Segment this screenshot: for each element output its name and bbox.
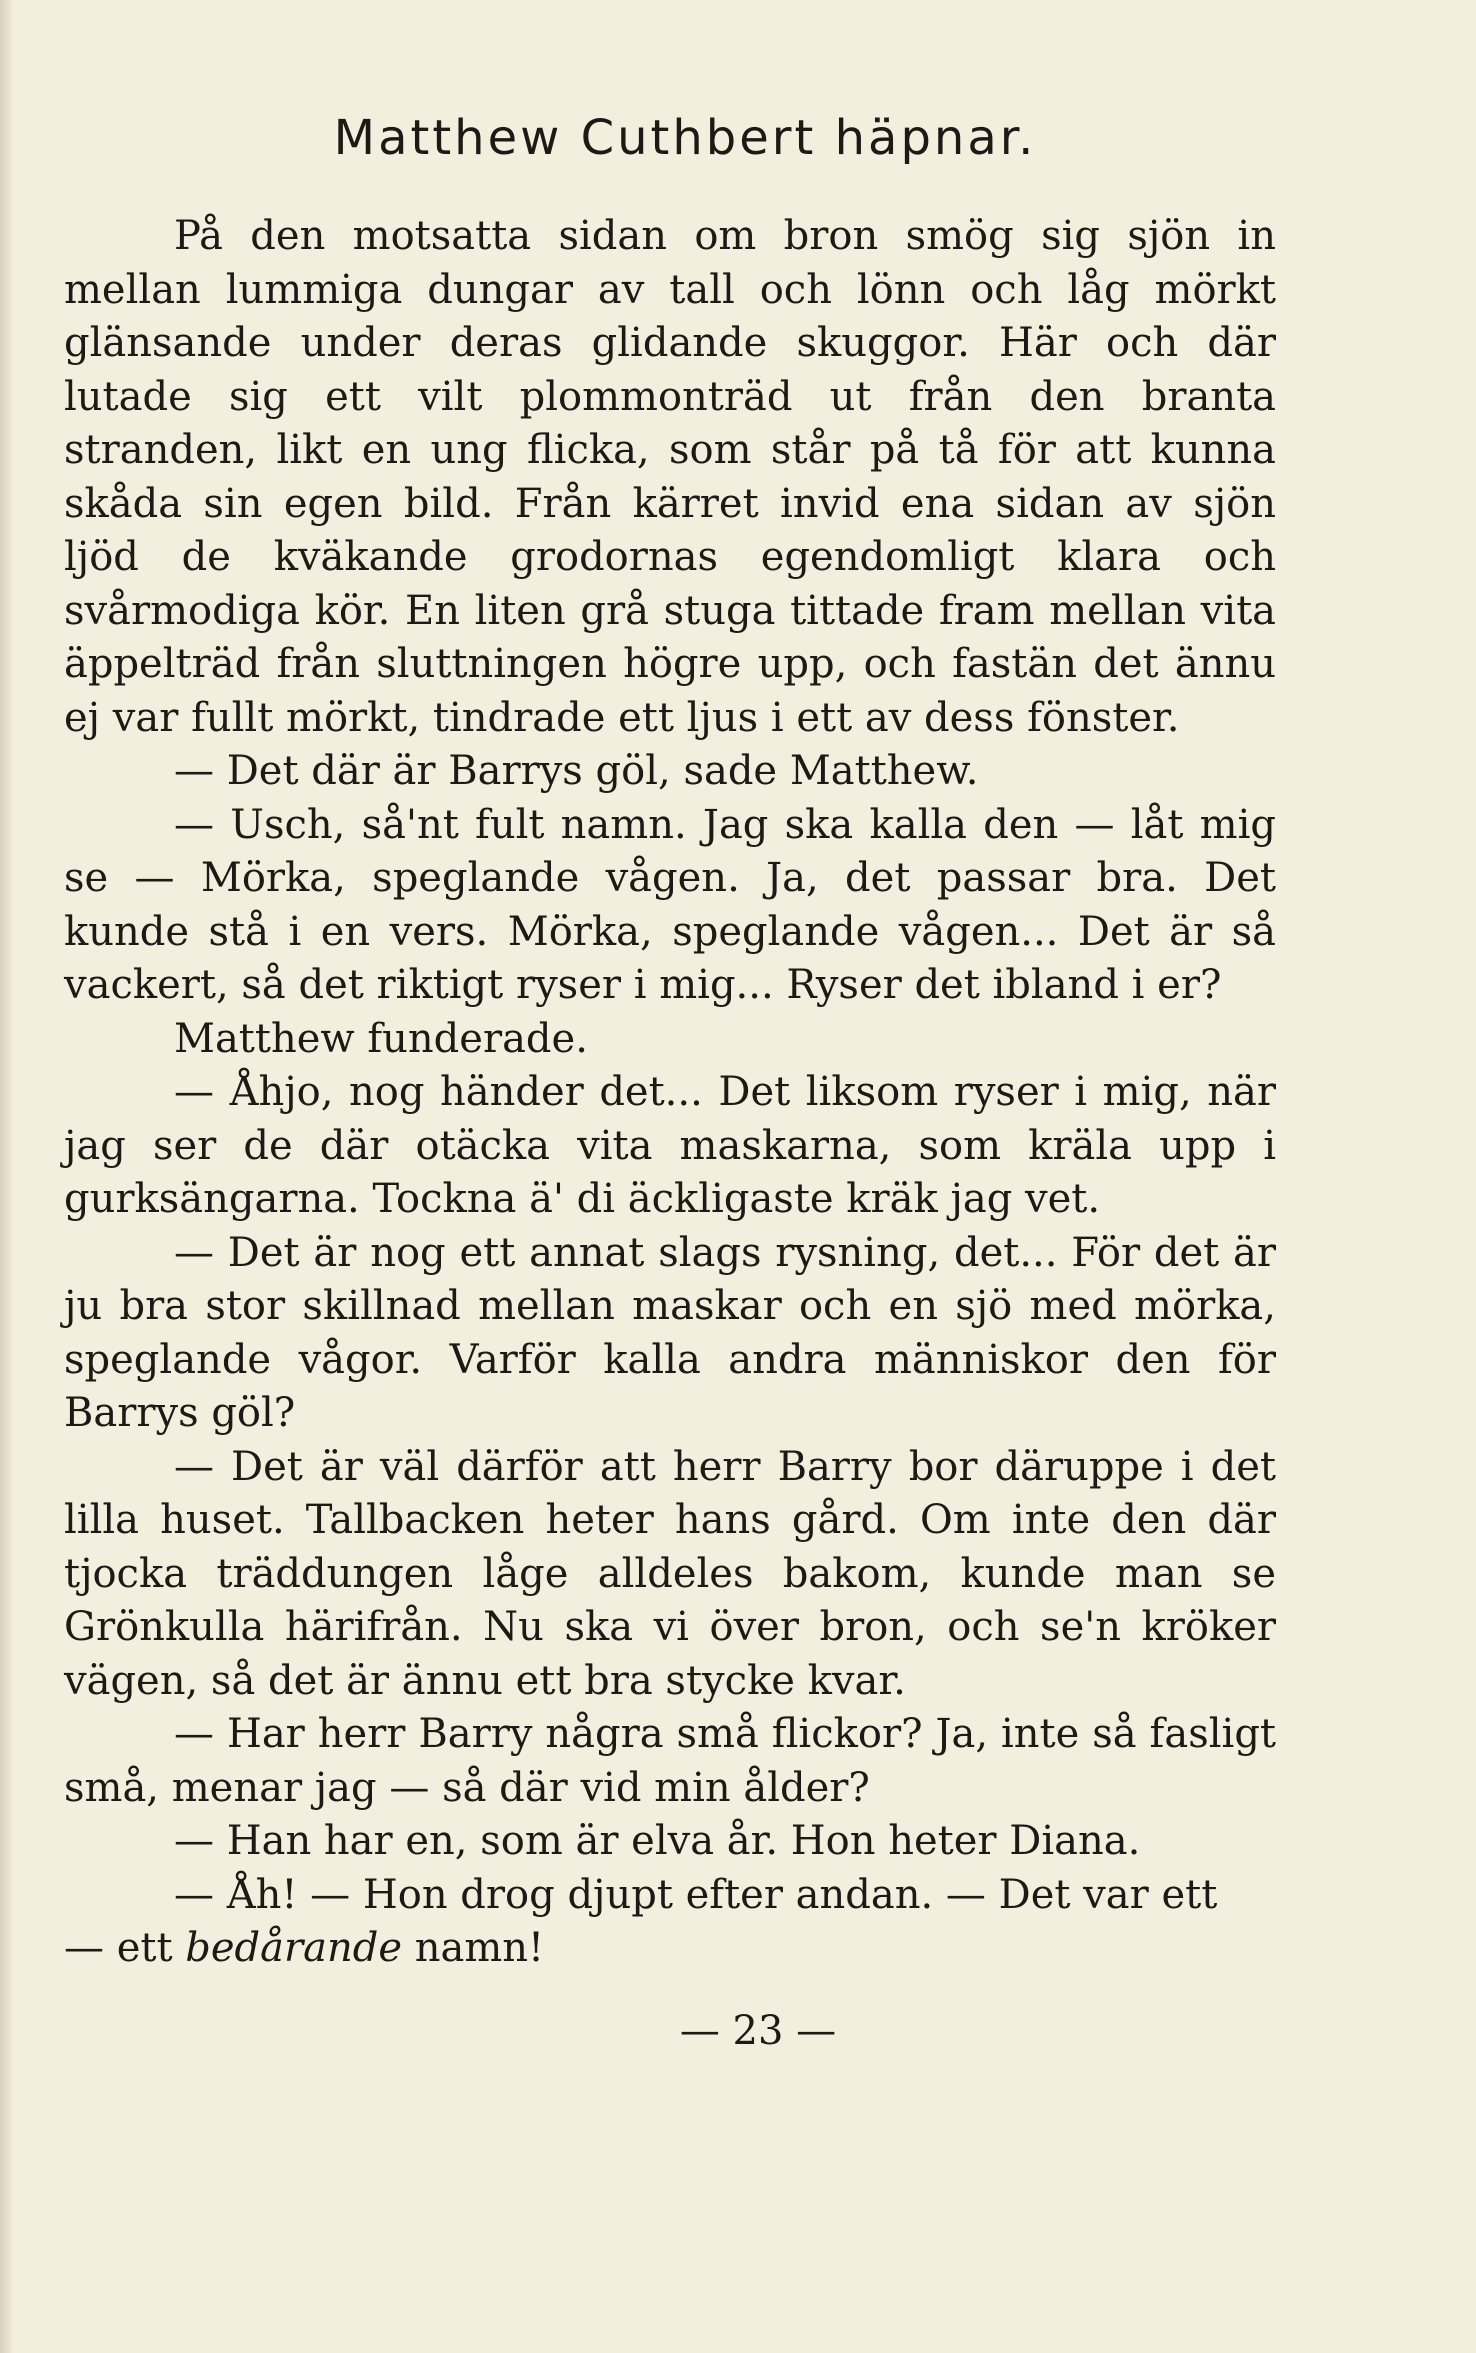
last-line-prefix: — ett xyxy=(64,1925,186,1971)
paragraph-10-continuation xyxy=(64,1922,1276,1976)
paragraph-6: — Det är nog ett annat slags rysning, det... För det är ju bra stor skillnad mellan maskar och en sjö med mörka, speglande vågor. Varför kalla andra människor den för Barrys göl? xyxy=(64,1229,1276,1436)
paragraph-1: På den motsatta sidan om bron smög sig sjön in mellan lummiga dungar av tall och lönn och låg mörkt glänsande under deras glidande skuggor. Här och där lutade sig ett vilt plommonträd ut från den branta stranden, likt en ung flicka, som står på tå för att kunna skåda sin egen bild. Från kärret invid ena sidan av sjön ljöd de kväkande grodornas egendomligt klara och svårmodiga kör. En liten grå stuga tittade fram mellan vita äppelträd från sluttningen högre upp, och fastän det ännu ej var fullt mörkt, tindrade ett ljus i ett av dess fönster. xyxy=(64,213,1276,741)
paragraph-4: Matthew funderade. xyxy=(174,1015,588,1062)
paragraph-8: — Har herr Barry några små flickor? Ja, inte så fasligt små, menar jag — så där vid min ålder? xyxy=(64,1711,1276,1811)
paragraph-10: — Åh! — Hon drog djupt efter andan. — Det var ett xyxy=(174,1871,1218,1918)
book-page xyxy=(64,110,1276,1976)
paragraph-7: — Det är väl därför att herr Barry bor däruppe i det lilla huset. Tallbacken heter hans gård. Om inte den där tjocka träddungen låge alldeles bakom, kunde man se Grönkulla härifrån. Nu ska vi över bron, och se'n kröker vägen, så det är ännu ett bra stycke kvar. xyxy=(64,1443,1276,1704)
paragraph-9: — Han har en, som är elva år. Hon heter Diana. xyxy=(174,1818,1141,1864)
emphasized-word: bedårande xyxy=(185,1925,402,1971)
page-binding-shadow xyxy=(0,0,14,2353)
body-text xyxy=(64,210,1276,1976)
paragraph-5: — Åhjo, nog händer det... Det liksom ryser i mig, när jag ser de där otäcka vita maskarna, som kräla upp i gurksängarna. Tockna ä' di äckligaste kräk jag vet. xyxy=(64,1069,1276,1222)
running-head: Matthew Cuthbert häpnar. xyxy=(333,110,1037,166)
paragraph-3: — Usch, så'nt fult namn. Jag ska kalla den — låt mig se — Mörka, speglande vågen. Ja, det passar bra. Det kunde stå i en vers. Mörka, speglande vågen... Det är så vackert, så det riktigt ryser i mig... Ryser det ibland i er? xyxy=(64,801,1276,1008)
paragraph-2: — Det där är Barrys göl, sade Matthew. xyxy=(174,748,979,794)
page-number: — 23 — xyxy=(679,2008,837,2054)
last-line-suffix: namn! xyxy=(402,1925,545,1971)
